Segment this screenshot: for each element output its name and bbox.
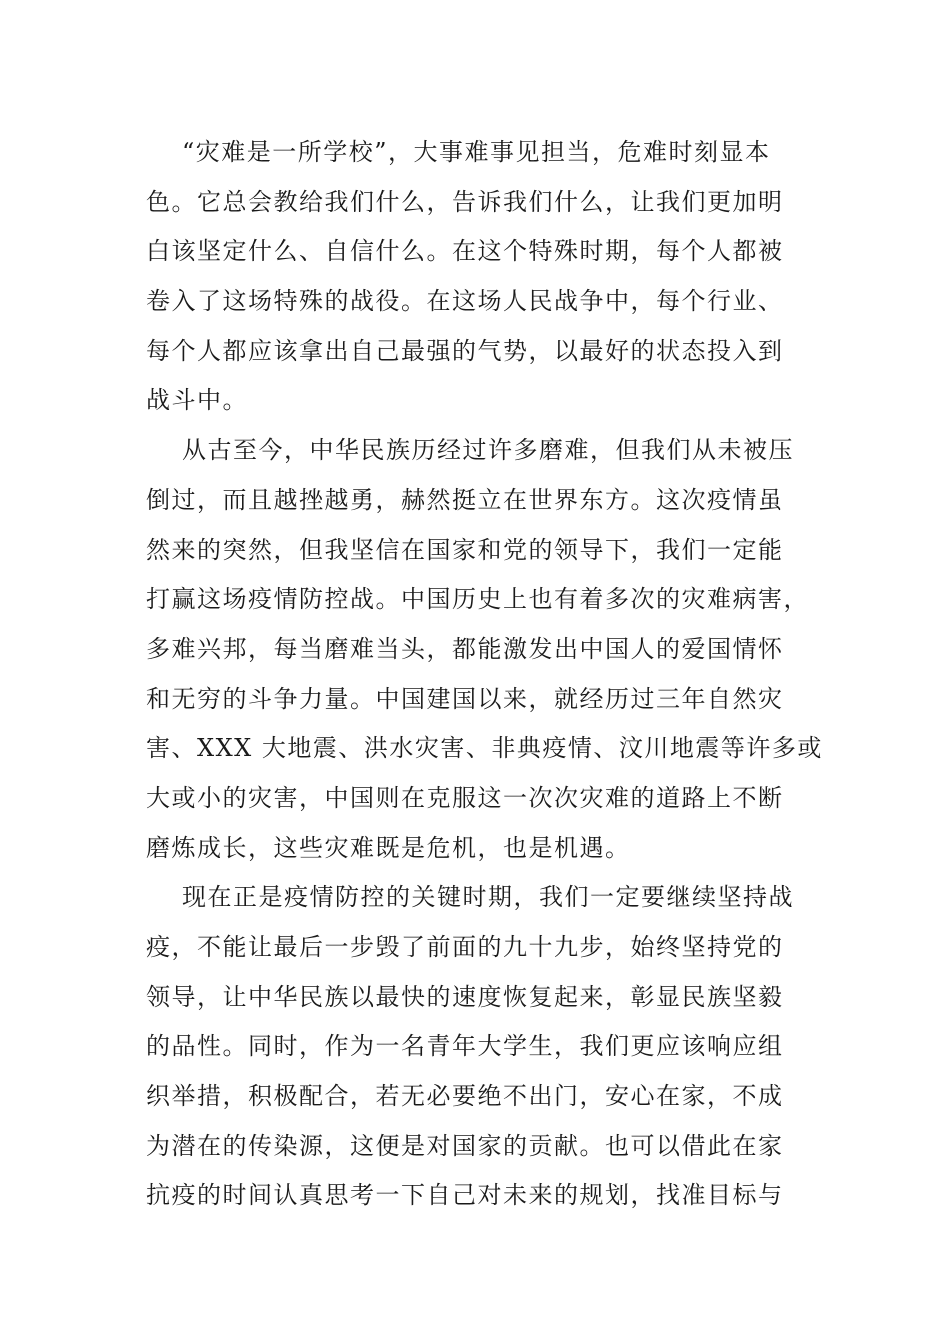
paragraph-1-line-4: 卷入了这场特殊的战役。在这场人民战争中，每个行业、 (146, 287, 784, 316)
paragraph-3-line-7: 抗疫的时间认真思考一下自己对未来的规划，找准目标与 (146, 1181, 784, 1210)
paragraph-2-line-2: 倒过，而且越挫越勇，赫然挺立在世界东方。这次疫情虽 (146, 485, 784, 514)
paragraph-1-line-1: “灾难是一所学校”，大事难事见担当，危难时刻显本 (182, 138, 771, 166)
paragraph-2-line-1: 从古至今，中华民族历经过许多磨难，但我们从未被压 (182, 436, 794, 465)
paragraph-2-line-4: 打赢这场疫情防控战。中国历史上也有着多次的灾难病害， (146, 585, 809, 614)
paragraph-1-line-3: 白该坚定什么、自信什么。在这个特殊时期，每个人都被 (146, 237, 784, 266)
paragraph-2-line-6: 和无穷的斗争力量。中国建国以来，就经历过三年自然灾 (146, 684, 784, 713)
paragraph-1-line-6: 战斗中。 (146, 386, 248, 415)
paragraph-2-line-8: 大或小的灾害，中国则在克服这一次次灾难的道路上不断 (146, 783, 784, 812)
paragraph-2-line-3: 然来的突然，但我坚信在国家和党的领导下，我们一定能 (146, 535, 784, 564)
paragraph-3-line-5: 织举措，积极配合，若无必要绝不出门，安心在家，不成 (146, 1082, 784, 1111)
document-body (146, 128, 823, 1221)
paragraph-1-line-5: 每个人都应该拿出自己最强的气势，以最好的状态投入到 (146, 336, 784, 365)
paragraph-3-line-1: 现在正是疫情防控的关键时期，我们一定要继续坚持战 (182, 883, 794, 912)
paragraph-2-line-9: 磨炼成长，这些灾难既是危机，也是机遇。 (146, 833, 631, 862)
paragraph-3-line-4: 的品性。同时，作为一名青年大学生，我们更应该响应组 (146, 1032, 784, 1061)
paragraph-3-line-2: 疫，不能让最后一步毁了前面的九十九步，始终坚持党的 (146, 933, 784, 961)
paragraph-3-line-3: 领导，让中华民族以最快的速度恢复起来，彰显民族坚毅 (146, 982, 784, 1011)
paragraph-3-line-6: 为潜在的传染源，这便是对国家的贡献。也可以借此在家 (146, 1131, 784, 1160)
paragraph-2-line-7: 害、XXX 大地震、洪水灾害、非典疫情、汶川地震等许多或 (146, 734, 823, 763)
paragraph-1-line-2: 色。它总会教给我们什么，告诉我们什么，让我们更加明 (146, 187, 784, 216)
paragraph-2-line-5: 多难兴邦，每当磨难当头，都能激发出中国人的爱国情怀 (146, 634, 784, 663)
